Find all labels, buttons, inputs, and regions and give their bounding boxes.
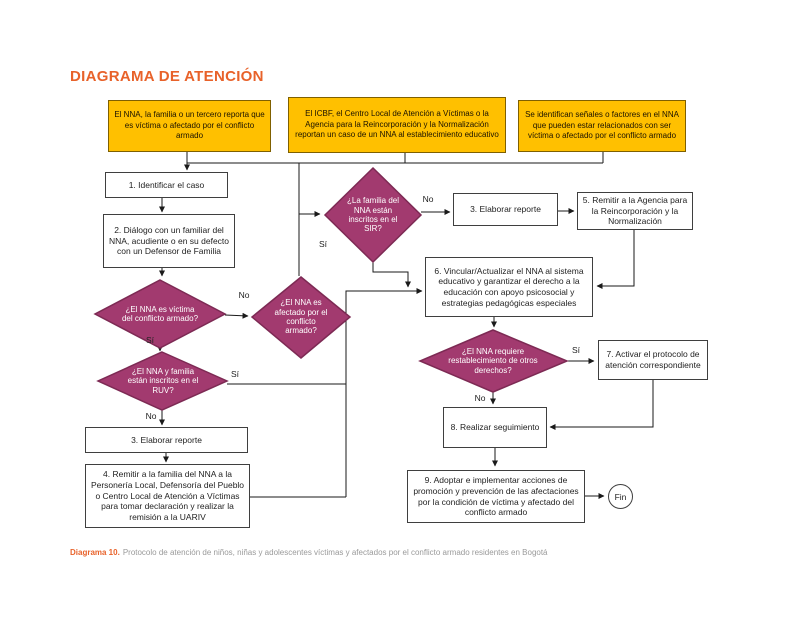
step-5-remitir-agencia: 5. Remitir a la Agencia para la Reincorporación y la Normalización bbox=[577, 192, 693, 230]
page-title: DIAGRAMA DE ATENCIÓN bbox=[70, 68, 264, 85]
entry-box-icbf: El ICBF, el Centro Local de Atención a Víctimas o la Agencia para la Reincorporación y la Normalización reportan un caso de un NNA al establecimiento educativo bbox=[288, 97, 506, 153]
branch-label-victima-si: Sí bbox=[145, 335, 155, 345]
decision-sir-label: ¿La familia del NNA están inscritos en el SIR? bbox=[346, 196, 400, 234]
figure-caption bbox=[70, 548, 548, 557]
step-2-dialogo: 2. Diálogo con un familiar del NNA, acudiente o en su defecto con un Defensor de Familia bbox=[103, 214, 235, 268]
step-9-adoptar-acciones: 9. Adoptar e implementar acciones de promoción y prevención de las afectaciones por la condición de víctima y afectado del conflicto armado bbox=[407, 470, 585, 523]
step-8-seguimiento: 8. Realizar seguimiento bbox=[443, 407, 547, 448]
wire-collector-step6 bbox=[346, 291, 422, 497]
entry-box-reporte-tercero: El NNA, la familia o un tercero reporta que es víctima o afectado por el conflicto armado bbox=[108, 100, 271, 152]
decision-ruv-label: ¿El NNA y familia están inscritos en el RUV? bbox=[127, 366, 199, 395]
step-3-reporte-right: 3. Elaborar reporte bbox=[453, 193, 558, 226]
branch-label-victima-no: No bbox=[238, 290, 250, 300]
decision-diamond-victima bbox=[95, 280, 225, 348]
step-3-reporte-left: 3. Elaborar reporte bbox=[85, 427, 248, 453]
branch-label-ruv-no: No bbox=[145, 411, 157, 421]
decision-afectado-label: ¿El NNA es afectado por el conflicto armado? bbox=[274, 298, 328, 336]
step-4-remitir-uariv: 4. Remitir a la familia del NNA a la Personería Local, Defensoría del Pueblo o Centro Local de Atención a Víctimas para tomar declaración y realizar la remisión a la UARIV bbox=[85, 464, 250, 528]
wire-step5-step6 bbox=[597, 230, 634, 286]
wire-step7-step8 bbox=[550, 380, 653, 427]
entry-box-senales: Se identifican señales o factores en el NNA que pueden estar relacionados con ser víctima o afectado por el conflicto armado bbox=[518, 100, 686, 152]
step-7-activar-protocolo: 7. Activar el protocolo de atención correspondiente bbox=[598, 340, 708, 380]
decision-victima-label: ¿El NNA es víctima del conflicto armado? bbox=[121, 304, 199, 323]
decision-diamond-derechos bbox=[420, 330, 567, 392]
wire-victima-no-afectado bbox=[225, 315, 248, 316]
figure-caption-text: Protocolo de atención de niños, niñas y adolescentes víctimas y afectados por el conflicto armado residentes en Bogotá bbox=[122, 548, 548, 557]
decision-derechos-label: ¿El NNA requiere restablecimiento de otros derechos? bbox=[448, 346, 538, 375]
branch-label-derechos-no: No bbox=[474, 393, 486, 403]
step-1-identificar: 1. Identificar el caso bbox=[105, 172, 228, 198]
decision-diamond-ruv bbox=[98, 352, 227, 410]
figure-caption-tag: Diagrama 10. bbox=[70, 548, 120, 557]
branch-label-derechos-si: Sí bbox=[571, 345, 581, 355]
decision-diamond-sir bbox=[325, 168, 421, 262]
end-node-fin: Fin bbox=[608, 484, 633, 509]
branch-label-ruv-si: Sí bbox=[230, 369, 240, 379]
step-6-vincular: 6. Vincular/Actualizar el NNA al sistema educativo y garantizar el derecho a la educación con apoyo psicosocial y estrategias pedagógicas especiales bbox=[425, 257, 593, 317]
branch-label-sir-no: No bbox=[422, 194, 434, 204]
wire-sir-si-step6 bbox=[373, 262, 408, 287]
decision-diamond-afectado bbox=[252, 277, 350, 358]
branch-label-sir-si: Sí bbox=[318, 239, 328, 249]
